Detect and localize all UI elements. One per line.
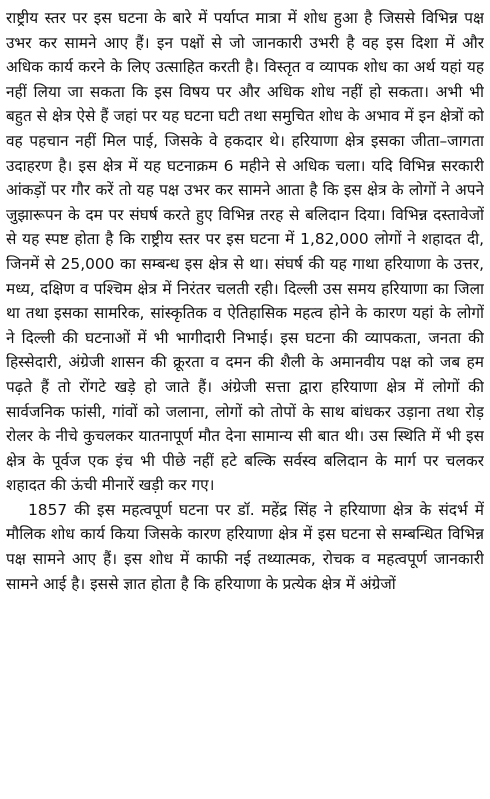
paragraph-2: 1857 की इस महत्वपूर्ण घटना पर डॉ. महेंद्र सिंह ने हरियाणा क्षेत्र के संदर्भ में मौलिक शोध कार्य किया जिसके कारण हरियाणा क्षेत्र में इस घटना से सम्बन्धित विभिन्न पक्ष सामने आए हैं। इस शोध में काफी नई तथ्यात्मक, रोचक व महत्वपूर्ण जानकारी सामने आई है। इससे ज्ञात होता है कि हरियाणा के प्रत्येक क्षेत्र में अंग्रेजों — [6, 500, 484, 593]
paragraph-1: राष्ट्रीय स्तर पर इस घटना के बारे में पर्याप्त मात्रा में शोध हुआ है जिससे विभिन्न पक्ष उभर कर सामने आए हैं। इन पक्षों से जो जानकारी उभरी है वह इस दिशा में और अधिक कार्य करने के लिए उत्साहित करती है। विस्तृत व व्यापक शोध का अर्थ यहां यह नहीं लिया जा सकता कि इस विषय पर और अधिक शोध नहीं हो सकता। अभी भी बहुत से क्षेत्र ऐसे हैं जहां पर यह घटना घटी तथा समुचित शोध के अभाव में इन क्षेत्रों को वह पहचान नहीं मिल पाई, जिसके वे हकदार थे। हरियाणा क्षेत्र इसका जीता–जागता उदाहरण है। इस क्षेत्र में यह घटनाक्रम 6 महीने से अधिक चला। यदि विभिन्न सरकारी आंकड़ों पर गौर करें तो यह पक्ष उभर कर सामने आता है कि इस क्षेत्र के लोगों ने अपने जुझारूपन के दम पर संघर्ष करते हुए विभिन्न तरह से बलिदान दिया। विभिन्न दस्तावेजों से यह स्पष्ट होता है कि राष्ट्रीय स्तर पर इस घटना में 1,82,000 लोगों ने शहादत दी, जिनमें से 25,000 का सम्बन्ध इस क्षेत्र से था। संघर्ष की यह गाथा हरियाणा के उत्तर, मध्य, दक्षिण व पश्चिम क्षेत्र में निरंतर चलती रही। दिल्ली उस समय हरियाणा का जिला था तथा इसका सामरिक, सांस्कृतिक व ऐतिहासिक महत्व होने के कारण यहां के लोगों ने दिल्ली की घटनाओं में भी भागीदारी निभाई। इस घटना की व्यापकता, जनता की हिस्सेदारी, अंग्रेजी शासन की क्रूरता व दमन की शैली के अमानवीय पक्ष को जब हम पढ़ते हैं तो रोंगटे खड़े हो जाते हैं। अंग्रेजी सत्ता द्वारा हरियाणा क्षेत्र में लोगों की सार्वजनिक फांसी, गांवों को जलाना, लोगों को तोपों के साथ बांधकर उड़ाना तथा रोड़ रोलर के नीचे कुचलकर यातनापूर्ण मौत देना सामान्य सी बात थी। उस स्थिति में भी इस क्षेत्र के पूर्वज एक इंच भी पीछे नहीं हटे बल्कि सर्वस्व बलिदान के मार्ग पर चलकर शहादत की ऊंची मीनारें खड़ी कर गए। — [6, 9, 484, 495]
document-page — [6, 6, 484, 796]
